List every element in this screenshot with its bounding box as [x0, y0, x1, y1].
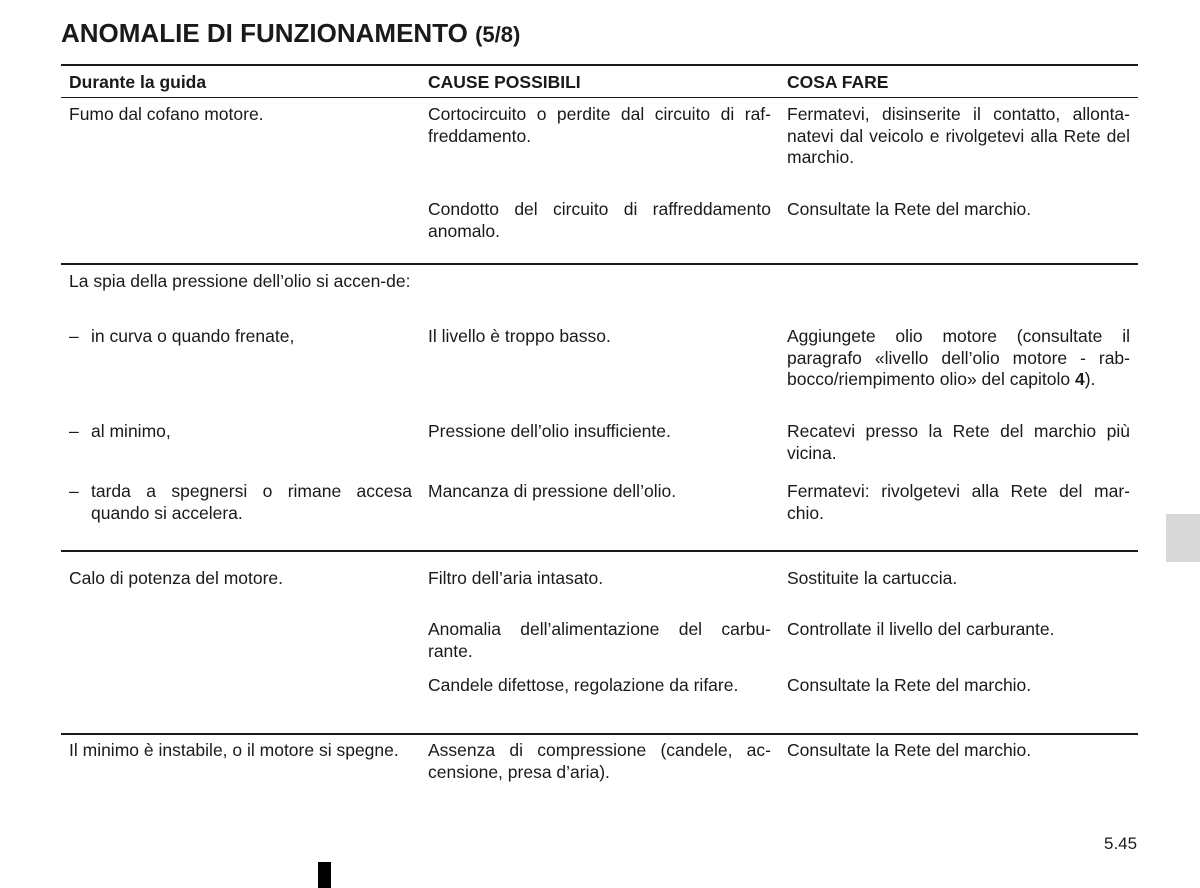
cause-cell: Assenza di compressione (candele, ac-censione, presa d’aria). — [428, 740, 771, 782]
remedy-cell: Consultate la Rete del marchio. — [787, 675, 1032, 695]
symptom-subitem: al minimo, — [91, 421, 171, 441]
page-number: 5.45 — [1104, 834, 1138, 853]
column-header-remedy: COSA FARE — [787, 72, 889, 92]
header-bottom-rule — [61, 97, 1138, 98]
group-divider — [61, 733, 1138, 735]
remedy-text-end: ). — [1084, 369, 1096, 389]
cause-cell: Candele difettose, regolazione da rifare. — [428, 675, 739, 695]
group-divider — [61, 263, 1138, 265]
cause-cell: Mancanza di pressione dell’olio. — [428, 481, 677, 501]
symptom-subitem: tarda a spegnersi o rimane accesa quando si accelera. — [91, 481, 412, 523]
symptom-cell: La spia della pressione dell’olio si accen-de: — [69, 271, 411, 291]
column-header-symptom: Durante la guida — [69, 72, 207, 92]
remedy-cell: Fermatevi, disinserite il contatto, allonta-natevi dal veicolo e rivolgetevi alla Rete del marchio. — [787, 104, 1130, 167]
dash-bullet: – — [69, 421, 79, 441]
crop-marker — [318, 862, 331, 888]
remedy-text: Aggiungete olio motore (consultate il paragrafo «livello dell’olio motore - rab-bocco/riempimento olio» del capitolo — [787, 326, 1130, 389]
symptom-cell: Il minimo è instabile, o il motore si spegne. — [69, 740, 399, 760]
remedy-cell: Recatevi presso la Rete del marchio più vicina. — [787, 421, 1130, 463]
section-tab — [1166, 514, 1200, 562]
symptom-cell: Calo di potenza del motore. — [69, 568, 284, 588]
cause-cell: Cortocircuito o perdite dal circuito di raf-freddamento. — [428, 104, 771, 146]
cause-cell: Il livello è troppo basso. — [428, 326, 611, 346]
column-header-causes: CAUSE POSSIBILI — [428, 72, 581, 92]
dash-bullet: – — [69, 481, 79, 501]
remedy-cell — [787, 326, 1130, 391]
group-divider — [61, 550, 1138, 552]
dash-bullet: – — [69, 326, 79, 346]
remedy-cell: Controllate il livello del carburante. — [787, 619, 1055, 639]
cause-cell: Condotto del circuito di raffreddamento anomalo. — [428, 199, 771, 241]
header-top-rule — [61, 64, 1138, 66]
cause-cell: Anomalia dell’alimentazione del carbu-rante. — [428, 619, 771, 661]
page-title-part: (5/8) — [475, 22, 521, 47]
page-title — [61, 18, 520, 49]
page-title-text: ANOMALIE DI FUNZIONAMENTO — [61, 18, 468, 48]
cause-cell: Pressione dell’olio insufficiente. — [428, 421, 671, 441]
cause-cell: Filtro dell’aria intasato. — [428, 568, 604, 588]
remedy-cell: Consultate la Rete del marchio. — [787, 740, 1032, 760]
symptom-cell: Fumo dal cofano motore. — [69, 104, 264, 124]
chapter-reference: 4 — [1074, 369, 1085, 389]
symptom-subitem: in curva o quando frenate, — [91, 326, 295, 346]
remedy-cell: Sostituite la cartuccia. — [787, 568, 958, 588]
remedy-cell: Consultate la Rete del marchio. — [787, 199, 1032, 219]
remedy-cell: Fermatevi: rivolgetevi alla Rete del mar-chio. — [787, 481, 1130, 523]
